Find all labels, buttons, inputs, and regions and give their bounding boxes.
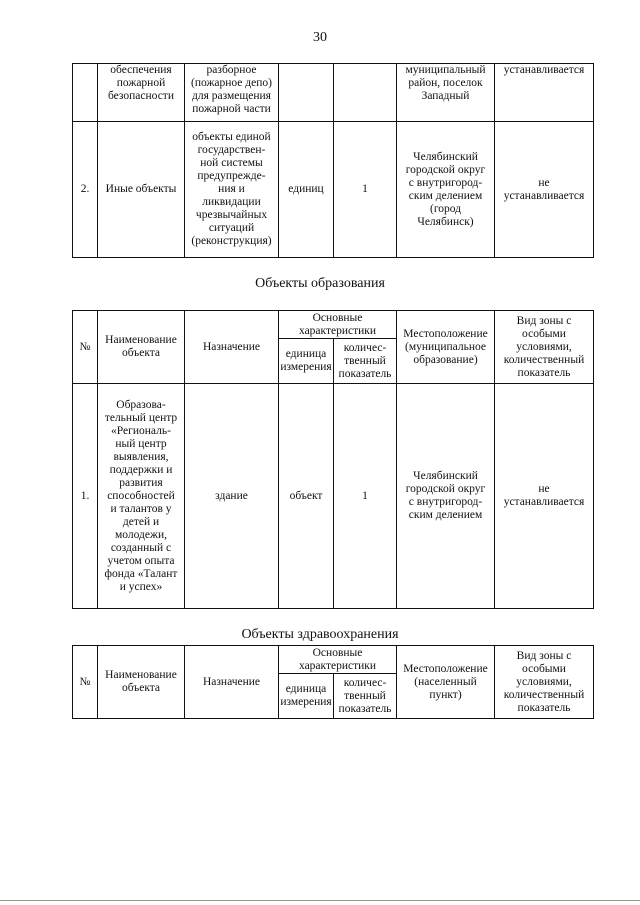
cell-line: ликвидации (202, 196, 261, 208)
cell-line: характеристики (298, 324, 377, 337)
cell-line: особыми (522, 327, 566, 340)
cell-line: единица (285, 683, 327, 695)
table-row (73, 122, 594, 258)
cell-line: обеспечения (110, 64, 172, 76)
cell-line: не (538, 483, 550, 495)
object-name (98, 64, 185, 122)
location-cell (397, 64, 495, 122)
cell-line: (город (429, 202, 462, 215)
header-zone (495, 646, 594, 719)
cell-line: устанавливается (503, 496, 585, 508)
cell-line: городской округ (405, 483, 486, 495)
cell-line: объекты единой (192, 131, 271, 143)
cell-line: устанавливается (503, 64, 585, 76)
cell-line: государствен- (197, 144, 266, 156)
cell-line: Челябинский (413, 470, 478, 482)
cell-line: объекта (121, 682, 161, 694)
cell-line: молодежи, (115, 528, 167, 541)
header-location (397, 646, 495, 719)
header-name (98, 646, 185, 719)
cell-line: объекта (121, 347, 161, 359)
header-zone (495, 311, 594, 384)
cell-line: измерения (280, 361, 332, 373)
cell-line: поддержки и (109, 463, 173, 476)
cell-line: Основные (312, 311, 363, 324)
zone-cell (495, 384, 594, 609)
cell-line: разборное (206, 64, 257, 76)
section-title-health: Объекты здравоохранения (241, 627, 399, 642)
education-table (72, 310, 594, 609)
unit-cell: объект (279, 384, 334, 609)
cell-line: (муниципальное (405, 340, 486, 353)
cell-line: ной системы (200, 157, 263, 169)
cell-line: показатель (338, 367, 392, 380)
cell-line: ный центр (115, 437, 167, 450)
location-cell (397, 384, 495, 609)
cell-line: Местоположение (403, 662, 488, 675)
cell-line: устанавливается (503, 189, 585, 202)
cell-line: Челябинский (413, 150, 478, 163)
object-purpose (185, 122, 279, 258)
cell-line: количес- (343, 676, 387, 689)
cell-line: характеристики (298, 659, 377, 672)
fire-safety-table (72, 63, 594, 258)
table-row (73, 64, 594, 122)
header-row (73, 311, 594, 339)
cell-line: Западный (421, 90, 470, 102)
cell-line: ским делением (408, 509, 483, 521)
cell-line: район, поселок (408, 77, 483, 89)
health-table (72, 645, 594, 719)
cell-line: с внутригород- (408, 496, 483, 508)
cell-line: ния и (218, 183, 245, 195)
cell-line: твенный (344, 689, 386, 702)
cell-line: единица (285, 348, 327, 360)
cell-line: и талантов у (110, 502, 172, 515)
row-number (73, 64, 98, 122)
unit-cell (279, 64, 334, 122)
cell-line: Образова- (116, 398, 166, 411)
cell-line: муниципальный (405, 64, 486, 76)
cell-line: особыми (522, 662, 566, 675)
cell-line: выявления, (113, 450, 169, 463)
header-value (334, 674, 397, 719)
cell-line: не (538, 176, 550, 189)
header-main-characteristics (279, 646, 397, 674)
cell-line: развития (119, 476, 163, 489)
cell-line: ситуаций (208, 222, 255, 234)
row-number: 1. (73, 384, 98, 609)
cell-line: показатель (517, 701, 571, 714)
value-cell (334, 64, 397, 122)
cell-line: (населенный (414, 675, 477, 688)
cell-line: Основные (312, 646, 363, 659)
value-cell: 1 (334, 122, 397, 258)
cell-line: пункт) (429, 688, 462, 701)
cell-line: условиями, (516, 675, 572, 688)
zone-cell (495, 64, 594, 122)
table-row (73, 384, 594, 609)
object-name (98, 122, 185, 258)
value-cell: 1 (334, 384, 397, 609)
cell-line: для размещения (192, 90, 271, 102)
cell-line: количественный (503, 688, 585, 701)
unit-cell: единиц (279, 122, 334, 258)
cell-line: ским делением (408, 189, 483, 202)
cell-line: с внутригород- (408, 176, 483, 189)
cell-line: тельный центр (104, 411, 178, 424)
header-name (98, 311, 185, 384)
cell-line: пожарной (116, 77, 166, 89)
header-location (397, 311, 495, 384)
object-name (98, 384, 185, 609)
object-purpose: здание (185, 384, 279, 609)
header-num: № (73, 311, 98, 384)
cell-line: детей и (122, 515, 160, 528)
cell-line: городской округ (405, 163, 486, 176)
cell-line: (реконструкция) (191, 235, 272, 247)
cell-line: количес- (343, 341, 387, 354)
cell-line: показатель (517, 366, 571, 379)
cell-line: «Региональ- (111, 424, 171, 437)
page-bottom-edge (0, 900, 640, 901)
header-unit (279, 339, 334, 384)
object-purpose (185, 64, 279, 122)
cell-line: и успех» (119, 580, 163, 593)
cell-line: твенный (344, 354, 386, 367)
header-main-characteristics (279, 311, 397, 339)
cell-line: созданный с (110, 541, 172, 554)
header-purpose: Назначение (185, 646, 279, 719)
cell-line: условиями, (516, 340, 572, 353)
cell-line: измерения (280, 696, 332, 708)
cell-line: Местоположение (403, 327, 488, 340)
zone-cell (495, 122, 594, 258)
cell-line: Вид зоны с (516, 314, 572, 327)
cell-line: безопасности (107, 90, 174, 102)
section-title-education: Объекты образования (255, 276, 385, 291)
cell-line: учетом опыта (107, 554, 175, 567)
header-value (334, 339, 397, 384)
header-num: № (73, 646, 98, 719)
cell-line: способностей (107, 489, 175, 502)
cell-line: показатель (338, 702, 392, 715)
location-cell (397, 122, 495, 258)
cell-line: образование) (413, 353, 478, 366)
cell-line: Челябинск) (417, 215, 474, 228)
header-unit (279, 674, 334, 719)
header-row (73, 646, 594, 674)
cell-line: количественный (503, 353, 585, 366)
cell-line: предупрежде- (197, 170, 266, 182)
cell-line: фонда «Талант (104, 567, 178, 580)
cell-line: (пожарное депо) (191, 77, 272, 89)
cell-line: Иные объекты (105, 183, 177, 195)
cell-line: пожарной части (192, 103, 271, 115)
cell-line: чрезвычайных (195, 209, 268, 221)
header-purpose: Назначение (185, 311, 279, 384)
cell-line: Наименование (105, 669, 177, 681)
cell-line: Вид зоны с (516, 649, 572, 662)
row-number: 2. (73, 122, 98, 258)
cell-line: Наименование (105, 334, 177, 346)
page-number: 30 (313, 30, 327, 45)
